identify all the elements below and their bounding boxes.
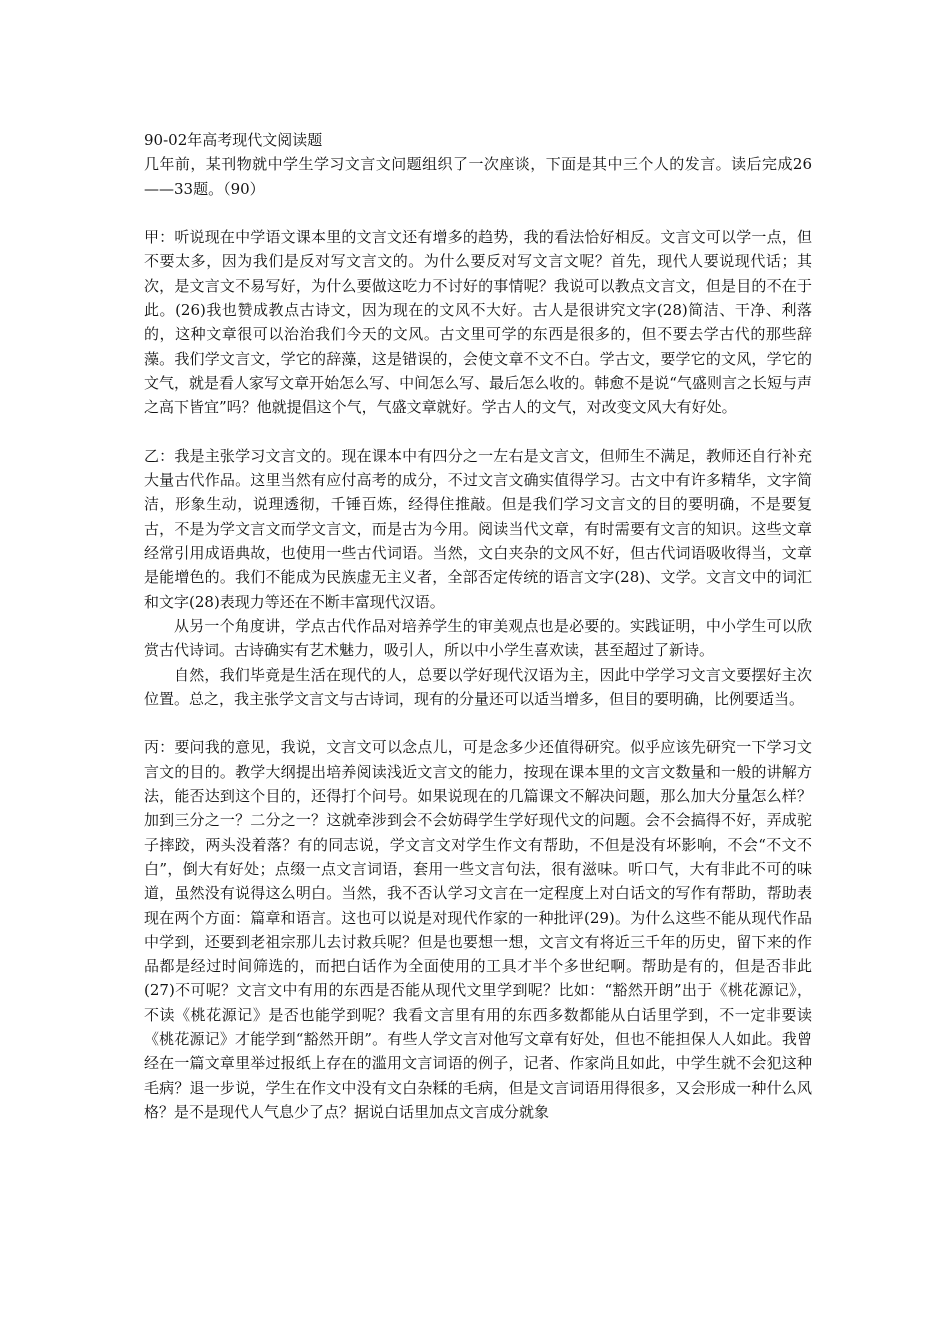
document-page (144, 128, 812, 1124)
spacer (144, 201, 812, 225)
speaker-a-paragraph: 甲：听说现在中学语文课本里的文言文还有增多的趋势，我的看法恰好相反。文言文可以学一点，但不要太多，因为我们是反对写文言文的。为什么要反对写文言文呢？首先，现代人要说现代话；其次，是文言文不易写好，为什么要做这吃力不讨好的事情呢？我说可以教点文言文，但是目的不在于此。(26)我也赞成教点古诗文，因为现在的文风不大好。古人是很讲究文字(28)简洁、干净、利落的，这种文章很可以治治我们今天的文风。古文里可学的东西是很多的，但不要去学古代的那些辞藻。我们学文言文，学它的辞藻，这是错误的，会使文章不文不白。学古文，要学它的文风，学它的文气，就是看人家写文章开始怎么写、中间怎么写、最后怎么收的。韩愈不是说“气盛则言之长短与声之高下皆宜”吗？他就提倡这个气，气盛文章就好。学古人的文气，对改变文风大有好处。 (144, 228, 812, 417)
speaker-b-paragraph-2: 从另一个角度讲，学点古代作品对培养学生的审美观点也是必要的。实践证明，中小学生可以欣赏古代诗词。古诗确实有艺术魅力，吸引人，所以中小学生喜欢读，甚至超过了新诗。 (144, 616, 812, 660)
speaker-c-paragraph: 丙：要问我的意见，我说，文言文可以念点儿，可是念多少还值得研究。似乎应该先研究一下学习文言文的目的。教学大纲提出培养阅读浅近文言文的能力，按现在课本里的文言文数量和一般的讲解方法，能否达到这个目的，还得打个问号。如果说现在的几篇课文不解决问题，那么加大分量怎么样？加到三分之一？二分之一？这就牵涉到会不会妨碍学生学好现代文的问题。会不会搞得不好，弄成驼子摔跤，两头没着落？有的同志说，学文言文对学生作文有帮助，不但是没有坏影响，不会“不文不白”，倒大有好处；点缀一点文言词语，套用一些文言句法，很有滋味。听口气，大有非此不可的味道，虽然没有说得这么明白。当然，我不否认学习文言在一定程度上对白话文的写作有帮助，帮助表现在两个方面：篇章和语言。这也可以说是对现代作家的一种批评(29)。为什么这些不能从现代作品中学到，还要到老祖宗那儿去讨救兵呢？但是也要想一想，文言文有将近三千年的历史，留下来的作品都是经过时间筛选的，而把白话作为全面使用的工具才半个多世纪啊。帮助是有的，但是否非此(27)不可呢？文言文中有用的东西是否能从现代文里学到呢？比如：“豁然开朗”出于《桃花源记》，不读《桃花源记》是否也能学到呢？我看文言里有用的东西多数都能从白话里学到，不一定非要读《桃花源记》才能学到“豁然开朗”。有些人学文言对他写文章有好处，但也不能担保人人如此。我曾经在一篇文章里举过报纸上存在的滥用文言词语的例子，记者、作家尚且如此，中学生就不会犯这种毛病？退一步说，学生在作文中没有文白杂糅的毛病，但是文言词语用得很多，又会形成一种什么风格？是不是现代人气息少了点？据说白话里加点文言成分就象 (144, 738, 812, 1121)
spacer (144, 420, 812, 444)
speaker-b-paragraph-3: 自然，我们毕竟是生活在现代的人，总要以学好现代汉语为主，因此中学学习文言文要摆好主次位置。总之，我主张学文言文与古诗词，现有的分量还可以适当增多，但目的要明确，比例要适当。 (144, 665, 812, 708)
document-title: 90-02年高考现代文阅读题 (144, 131, 323, 149)
intro-paragraph: 几年前，某刊物就中学生学习文言文问题组织了一次座谈，下面是其中三个人的发言。读后完成26——33题。（90） (144, 155, 812, 198)
spacer (144, 711, 812, 735)
speaker-b-paragraph-1: 乙：我是主张学习文言文的。现在课本中有四分之一左右是文言文，但师生不满足，教师还自行补充大量古代作品。这里当然有应付高考的成分，不过文言文确实值得学习。古文中有许多精华，文字简洁，形象生动，说理透彻，千锤百炼，经得住推敲。但是我们学习文言文的目的要明确，不是要复古，不是为学文言文而学文言文，而是古为今用。阅读当代文章，有时需要有文言的知识。这些文章经常引用成语典故，也使用一些古代词语。当然，文白夹杂的文风不好，但古代词语吸收得当，文章是能增色的。我们不能成为民族虚无主义者，全部否定传统的语言文字(28)、文学。文言文中的词汇和文字(28)表现力等还在不断丰富现代汉语。 (144, 446, 812, 611)
